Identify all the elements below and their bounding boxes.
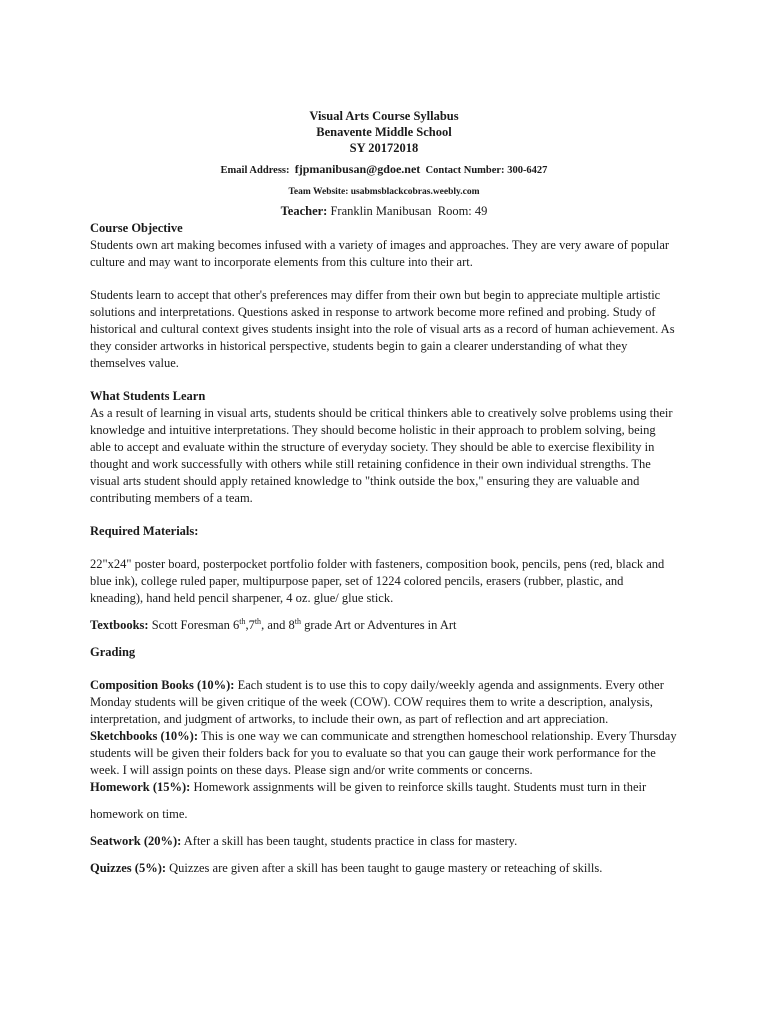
document-title: Visual Arts Course Syllabus [309,109,459,123]
textbooks-label: Textbooks: [90,618,149,632]
email-address: fjpmanibusan@gdoe.net [294,162,421,176]
website-line [0,182,768,202]
room-number: 49 [474,204,488,218]
textbooks-text-3: , and 8 [261,618,295,632]
composition-books-item [90,677,678,728]
syllabus-header [0,108,768,220]
textbooks-sup-2: th [254,616,262,626]
seatwork-text: After a skill has been taught, students practice in class for mastery. [181,834,518,848]
grading-heading: Grading [90,645,136,659]
seatwork-item [90,833,678,850]
contact-label: Contact Number: [425,165,505,176]
materials-paragraph: 22"x24" poster board, posterpocket portfolio folder with fasteners, composition book, pencils, pens (red, black and blue ink), college ruled paper, multipurpose paper, set of 1224 colored pencils, erasers (rubber, plastic, and kneading), hand held pencil sharpener, 4 oz. glue/ glue stick. [90,557,665,605]
school-year: SY 20172018 [349,141,419,155]
sketchbooks-label: Sketchbooks (10%): [90,729,198,743]
teacher-line [0,202,768,220]
room-label: Room: [437,204,472,218]
homework-text-continued: homework on time. [90,807,188,821]
textbooks-line [90,617,678,634]
email-label: Email Address: [220,165,290,176]
required-materials-heading: Required Materials: [90,524,199,538]
objective-paragraph-2: Students learn to accept that other's preferences may differ from their own but begin to appreciate multiple artistic solutions and interpretations. Questions asked in response to artwork become more refined and probing. Study of historical and cultural context gives students insight into the role of visual arts as a record of human achievement. As they consider artworks in historical perspective, students begin to gain a clearer understanding of what they themselves value. [90,288,675,370]
school-name: Benavente Middle School [316,125,452,139]
quizzes-label: Quizzes (5%): [90,861,167,875]
learn-paragraph: As a result of learning in visual arts, students should be critical thinkers able to creatively solve problems using their knowledge and intuitive interpretations. They should become holistic in their approach to problem solving, being able to accept and evaluate within the structure of everyday society. They should be able to exercise flexibility in thought and work successfully with others while still retaining confidence in their own individual strengths. The visual arts student should apply retained knowledge to "think outside the box," ensuring they are valuable and contributing members of a team. [90,406,673,505]
what-students-learn-heading: What Students Learn [90,389,206,403]
textbooks-sup-1: th [239,616,246,626]
quizzes-item [90,860,678,877]
syllabus-body [90,220,678,877]
sketchbooks-item [90,728,678,779]
website-label: Team Website: [288,187,349,197]
teacher-name: Franklin Manibusan [330,204,432,218]
textbooks-text-4: grade Art or Adventures in Art [300,618,457,632]
teacher-label: Teacher: [280,204,328,218]
textbooks-text-2: ,7 [245,618,255,632]
homework-label: Homework (15%): [90,780,191,794]
homework-text: Homework assignments will be given to reinforce skills taught. Students must turn in their [190,780,647,794]
contact-number: 300-6427 [507,165,548,176]
sketchbooks-text: This is one way we can communicate and strengthen homeschool relationship. Every Thursday students will be given their folders back for you to evaluate so that you can gauge their work performance for the week. I will assign points on these days. Please sign and/or write comments or concerns. [90,729,677,777]
textbooks-sup-3: th [294,616,301,626]
homework-item [90,779,678,796]
seatwork-label: Seatwork (20%): [90,834,182,848]
textbooks-text-1: Scott Foresman 6 [148,618,240,632]
course-objective-heading: Course Objective [90,221,183,235]
contact-line [0,158,768,182]
quizzes-text: Quizzes are given after a skill has been taught to gauge mastery or reteaching of skills. [166,861,603,875]
composition-books-text: Each student is to use this to copy daily/weekly agenda and assignments. Every other Monday students will be given critique of the week (COW). COW requires them to write a description, analysis, interpretation, and judgment of artworks, to include their own, as part of reflection and art appreciation. [90,678,664,726]
objective-paragraph-1: Students own art making becomes infused with a variety of images and approaches. They are very aware of popular culture and may want to incorporate elements from this culture into their art. [90,238,670,269]
website-url: usabmsblackcobras.weebly.com [350,187,480,197]
composition-books-label: Composition Books (10%): [90,678,235,692]
